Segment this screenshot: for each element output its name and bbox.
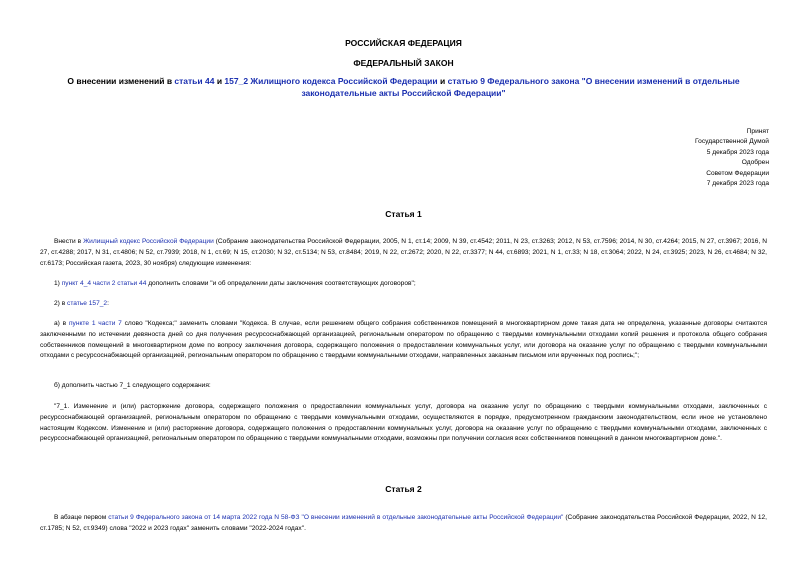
article-1-item-1 [40, 279, 767, 290]
law-title-pre: О внесении изменений в [67, 76, 175, 86]
link-article-157-2-body[interactable]: статье 157_2 [67, 300, 108, 307]
item1-pre: 1) [54, 280, 62, 287]
art2-post: (Собрание законодательства Российской Федерации, 2022, N 12, ст.1785; N 52, ст.9349) слова "2022 и 2023 годах" заменить словами "2022-2024 годах". [40, 514, 768, 532]
art2-pre: В абзаце первом [54, 514, 109, 521]
item1-post: дополнить словами "и об определении даты заключения соответствующих договоров"; [146, 280, 416, 287]
article-2-heading: Статья 2 [385, 484, 422, 494]
country-heading: РОССИЙСКАЯ ФЕДЕРАЦИЯ [345, 38, 462, 48]
doc-type-heading: ФЕДЕРАЛЬНЫЙ ЗАКОН [353, 58, 454, 68]
item2-post: : [107, 300, 109, 307]
article-2-text [40, 513, 767, 535]
link-article-157-2[interactable]: 157_2 Жилищного кодекса Российской Федерации [224, 76, 438, 86]
article-1-intro [40, 237, 767, 269]
intro-post: (Собрание законодательства Российской Федерации, 2005, N 1, ст.14; 2009, N 39, ст.4542; 2011, N 23, ст.3263; 2012, N 53, ст.7596; 2014, N 30, ст.4264; 2015, N 27, ст.3967; 2016, N 27, ст.4288; 2017, N 31, ст.4806; N 52, ст.7939; 2018, N 1, ст.69; N 15, ст.2030; N 32, ст.5134; N 53, ст.8484; 2019, N 22, ст.2672; 2020, N 22, ст.3377; N 44, ст.6893; 2021, N 1, ст.33; N 18, ст.3064; 2022, N 24, ст.3925; 2023, N 26, ст.4684; N 32, ст.6173; Российская газета, 2023, 30 ноября) следующие изменения: [40, 238, 767, 267]
article-1-heading: Статья 1 [385, 209, 422, 219]
law-title [40, 75, 767, 99]
link-point-4-4[interactable]: пункт 4_4 части 2 статьи 44 [61, 280, 147, 287]
adoption-line-4: Одобрен [741, 159, 769, 167]
link-housing-code[interactable]: Жилищный кодекс Российской Федерации [83, 238, 214, 245]
sub-a-post: слово "Кодекса;" заменить словами "Кодекса. В случае, если решением общего собрания собственников помещений в многоквартирном доме такая дата не определена, указанные договоры считаются заключенными по истечении девяноста дней со дня получения ресурсоснабжающей организацией, региональным оператором по обращению с твердыми коммунальными отходами копий решения и протокола общего собрания собственников помещений в многоквартирном доме по вопросу заключения договора, содержащего положения о предоставлении коммунальных услуг, или договора на оказание услуг по обращению с твердыми коммунальными отходами с ресурсоснабжающей организацией, региональным оператором по обращению с твердыми коммунальными отходами, направленных заказным письмом или врученных под роспись;"; [40, 320, 768, 360]
article-1-subitem-b: б) дополнить частью 7_1 следующего содержания: [54, 382, 211, 389]
link-article-9-federal-law[interactable]: статью 9 Федерального закона "О внесении изменений в отдельные законодательные акты Российской Федерации" [301, 76, 740, 98]
link-article-44[interactable]: статьи 44 [174, 76, 215, 86]
link-federal-law-58fz[interactable]: статьи 9 Федерального закона от 14 марта 2022 года N 58-ФЗ "О внесении изменений в отдельные законодательные акты Российской Федерации" [108, 514, 564, 521]
link-point-1-part-7[interactable]: пункте 1 части 7 [68, 320, 122, 327]
law-title-mid1: и [214, 76, 225, 86]
adoption-line-6: 7 декабря 2023 года [706, 180, 769, 188]
sub-a-pre: а) в [54, 320, 69, 327]
adoption-line-1: Принят [746, 128, 769, 135]
law-title-mid2: и [437, 76, 448, 86]
article-1-quote: "7_1. Изменение и (или) расторжение договора, содержащего положения о предоставлении коммунальных услуг, договора на оказание услуг по обращению с твердыми коммунальными отходами, заключенных с ресурсоснабжающей организацией, региональным оператором по обращению с твердыми коммунальными отходами, осуществляются в порядке, предусмотренном гражданским законодательством, если иное не установлено настоящим Кодексом. Изменение и (или) расторжение договора, содержащего положения о предоставлении коммунальных услуг, договора на оказание услуг по обращению с твердыми коммунальными отходами, заключенных с ресурсоснабжающей организацией, региональным оператором по обращению с твердыми коммунальными отходами, возможны при получении согласия всех собственников помещений в данном многоквартирном доме.". [40, 403, 767, 443]
adoption-line-5: Советом Федерации [706, 169, 769, 177]
article-1-item-2 [40, 299, 767, 310]
adoption-line-3: 5 декабря 2023 года [706, 148, 769, 156]
item2-pre: 2) в [54, 300, 68, 307]
article-1-subitem-a [40, 319, 767, 362]
adoption-line-2: Государственной Думой [695, 138, 769, 146]
adoption-block [695, 127, 769, 189]
intro-pre: Внести в [54, 238, 84, 245]
